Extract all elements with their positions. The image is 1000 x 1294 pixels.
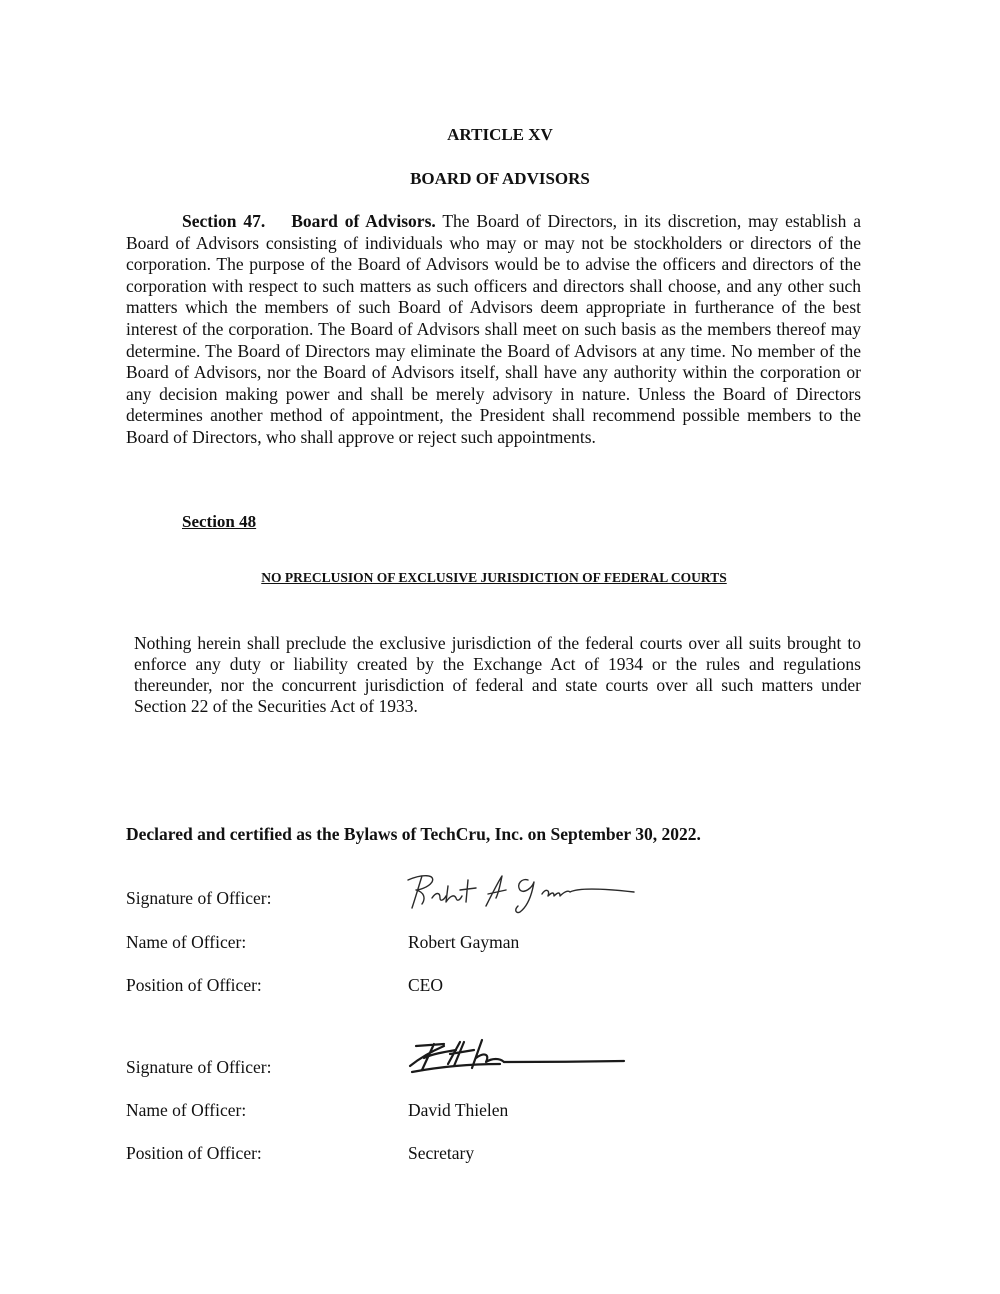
officer-1-name: Robert Gayman [408, 932, 520, 952]
officer-2-signature [404, 1036, 628, 1076]
officer-1-position-label: Position of Officer: [126, 975, 262, 995]
officer-2-position: Secretary [408, 1143, 475, 1163]
section-48-label: Section 48 [182, 512, 257, 531]
officer-1-signature [402, 868, 642, 918]
officer-2-position-label: Position of Officer: [126, 1143, 262, 1163]
certification-statement: Declared and certified as the Bylaws of TechCru, Inc. on September 30, 2022. [126, 824, 701, 844]
section-47-paragraph [126, 211, 861, 449]
officer-2-signature-label: Signature of Officer: [126, 1057, 272, 1077]
officer-1-position: CEO [408, 975, 443, 995]
article-title: ARTICLE XV [447, 125, 553, 144]
officer-2-name: David Thielen [408, 1100, 509, 1120]
section-47-label: Section 47. [182, 211, 266, 231]
section-47-title: Board of Advisors. [291, 211, 436, 231]
officer-2-name-label: Name of Officer: [126, 1100, 247, 1120]
officer-1-name-label: Name of Officer: [126, 932, 247, 952]
section-47-body: The Board of Directors, in its discretion, may establish a Board of Advisors consisting of individuals who may or may not be stockholders or directors of the corporation. The purpose of the Board of Advisors would be to advise the officers and directors of the corporation with respect to such matters as such officers and directors shall choose, and any other such matters which the members of such Board of Advisors deem appropriate in furtherance of the best interest of the corporation. The Board of Advisors shall meet on such basis as the members thereof may determine. The Board of Directors may eliminate the Board of Advisors at any time. No member of the Board of Advisors, nor the Board of Advisors itself, shall have any authority within the corporation or any decision making power and shall be merely advisory in nature. Unless the Board of Directors determines another method of appointment, the President shall recommend possible members to the Board of Directors, who shall approve or reject such appointments. [126, 211, 861, 447]
section-48-body: Nothing herein shall preclude the exclusive jurisdiction of the federal courts over all suits brought to enforce any duty or liability created by the Exchange Act of 1934 or the rules and regulations thereunder, nor the concurrent jurisdiction of federal and state courts over all such matters under Section 22 of the Securities Act of 1933. [134, 633, 861, 716]
section-48-heading: NO PRECLUSION OF EXCLUSIVE JURISDICTION OF FEDERAL COURTS [261, 570, 727, 585]
article-subtitle: BOARD OF ADVISORS [410, 169, 590, 188]
officer-1-signature-label: Signature of Officer: [126, 888, 272, 908]
